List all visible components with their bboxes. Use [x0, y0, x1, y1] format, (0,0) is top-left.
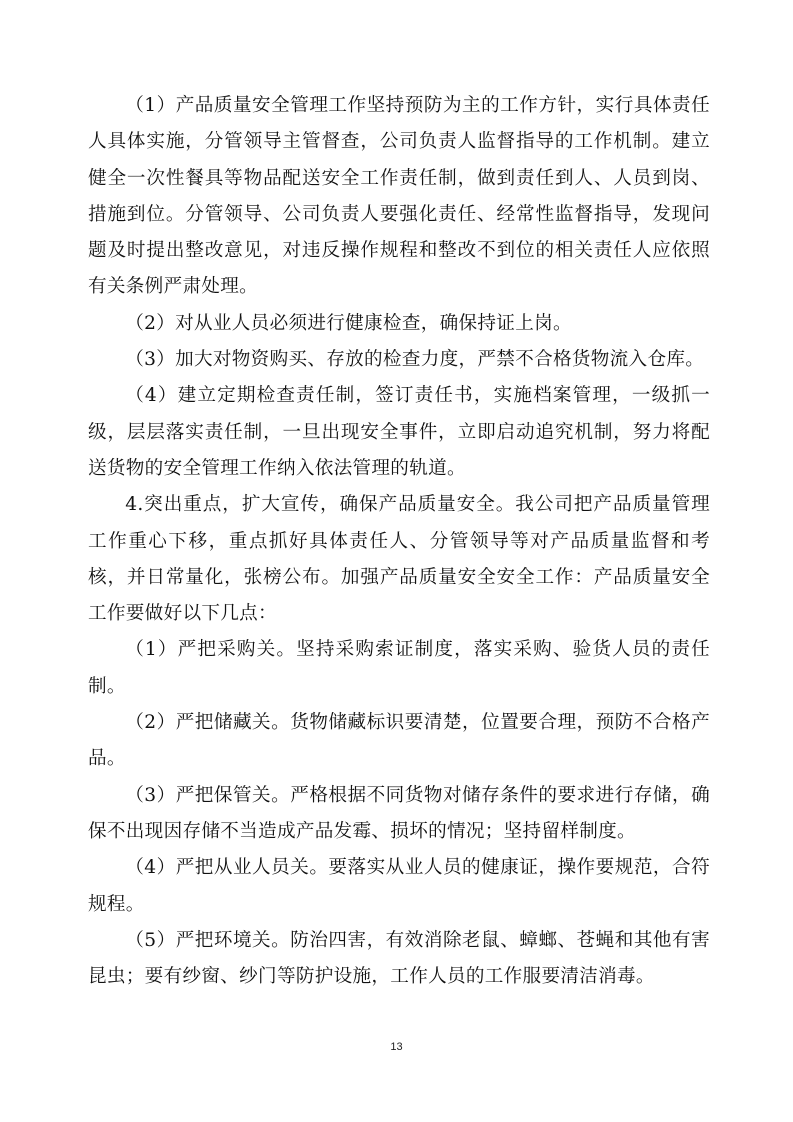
paragraph-highlight-key-points: 4.突出重点，扩大宣传，确保产品质量安全。我公司把产品质量管理工作重心下移，重点抓好具体责任人、分管领导等对产品质量监督和考核，并日常量化，张榜公布。加强产品质量安全安全工作：产品质量安全工作要做好以下几点：: [88, 494, 710, 625]
paragraph-staff-control: （4）严把从业人员关。要落实从业人员的健康证，操作要规范，合符规程。: [88, 857, 710, 915]
paragraph-regular-inspection: （4）建立定期检查责任制，签订责任书，实施档案管理，一级抓一级，层层落实责任制，一旦出现安全事件，立即启动追究机制，努力将配送货物的安全管理工作纳入依法管理的轨道。: [88, 385, 710, 479]
paragraph-procurement-control: （1）严把采购关。坚持采购索证制度，落实采购、验货人员的责任制。: [88, 639, 710, 697]
page-number: 13: [390, 1041, 403, 1053]
paragraph-material-inspection: （3）加大对物资购买、存放的检查力度，严禁不合格货物流入仓库。: [125, 349, 705, 371]
paragraph-health-check: （2）对从业人员必须进行健康检查，确保持证上岗。: [125, 312, 572, 334]
document-body: [88, 88, 710, 995]
paragraph-custody-control: （3）严把保管关。严格根据不同货物对储存条件的要求进行存储，确保不出现因存储不当造成产品发霉、损坏的情况；坚持留样制度。: [88, 784, 710, 842]
paragraph-storage-control: （2）严把储藏关。货物储藏标识要清楚，位置要合理，预防不合格产品。: [88, 712, 710, 770]
paragraph-responsibility-mechanism: （1）产品质量安全管理工作坚持预防为主的工作方针，实行具体责任人具体实施，分管领导主管督查，公司负责人监督指导的工作机制。建立健全一次性餐具等物品配送安全工作责任制，做到责任到人、人员到岗、措施到位。分管领导、公司负责人要强化责任、经常性监督指导，发现问题及时提出整改意见，对违反操作规程和整改不到位的相关责任人应依照有关条例严肃处理。: [88, 95, 710, 298]
paragraph-environment-control: （5）严把环境关。防治四害，有效消除老鼠、蟑螂、苍蝇和其他有害昆虫；要有纱窗、纱门等防护设施，工作人员的工作服要清洁消毒。: [88, 929, 710, 988]
